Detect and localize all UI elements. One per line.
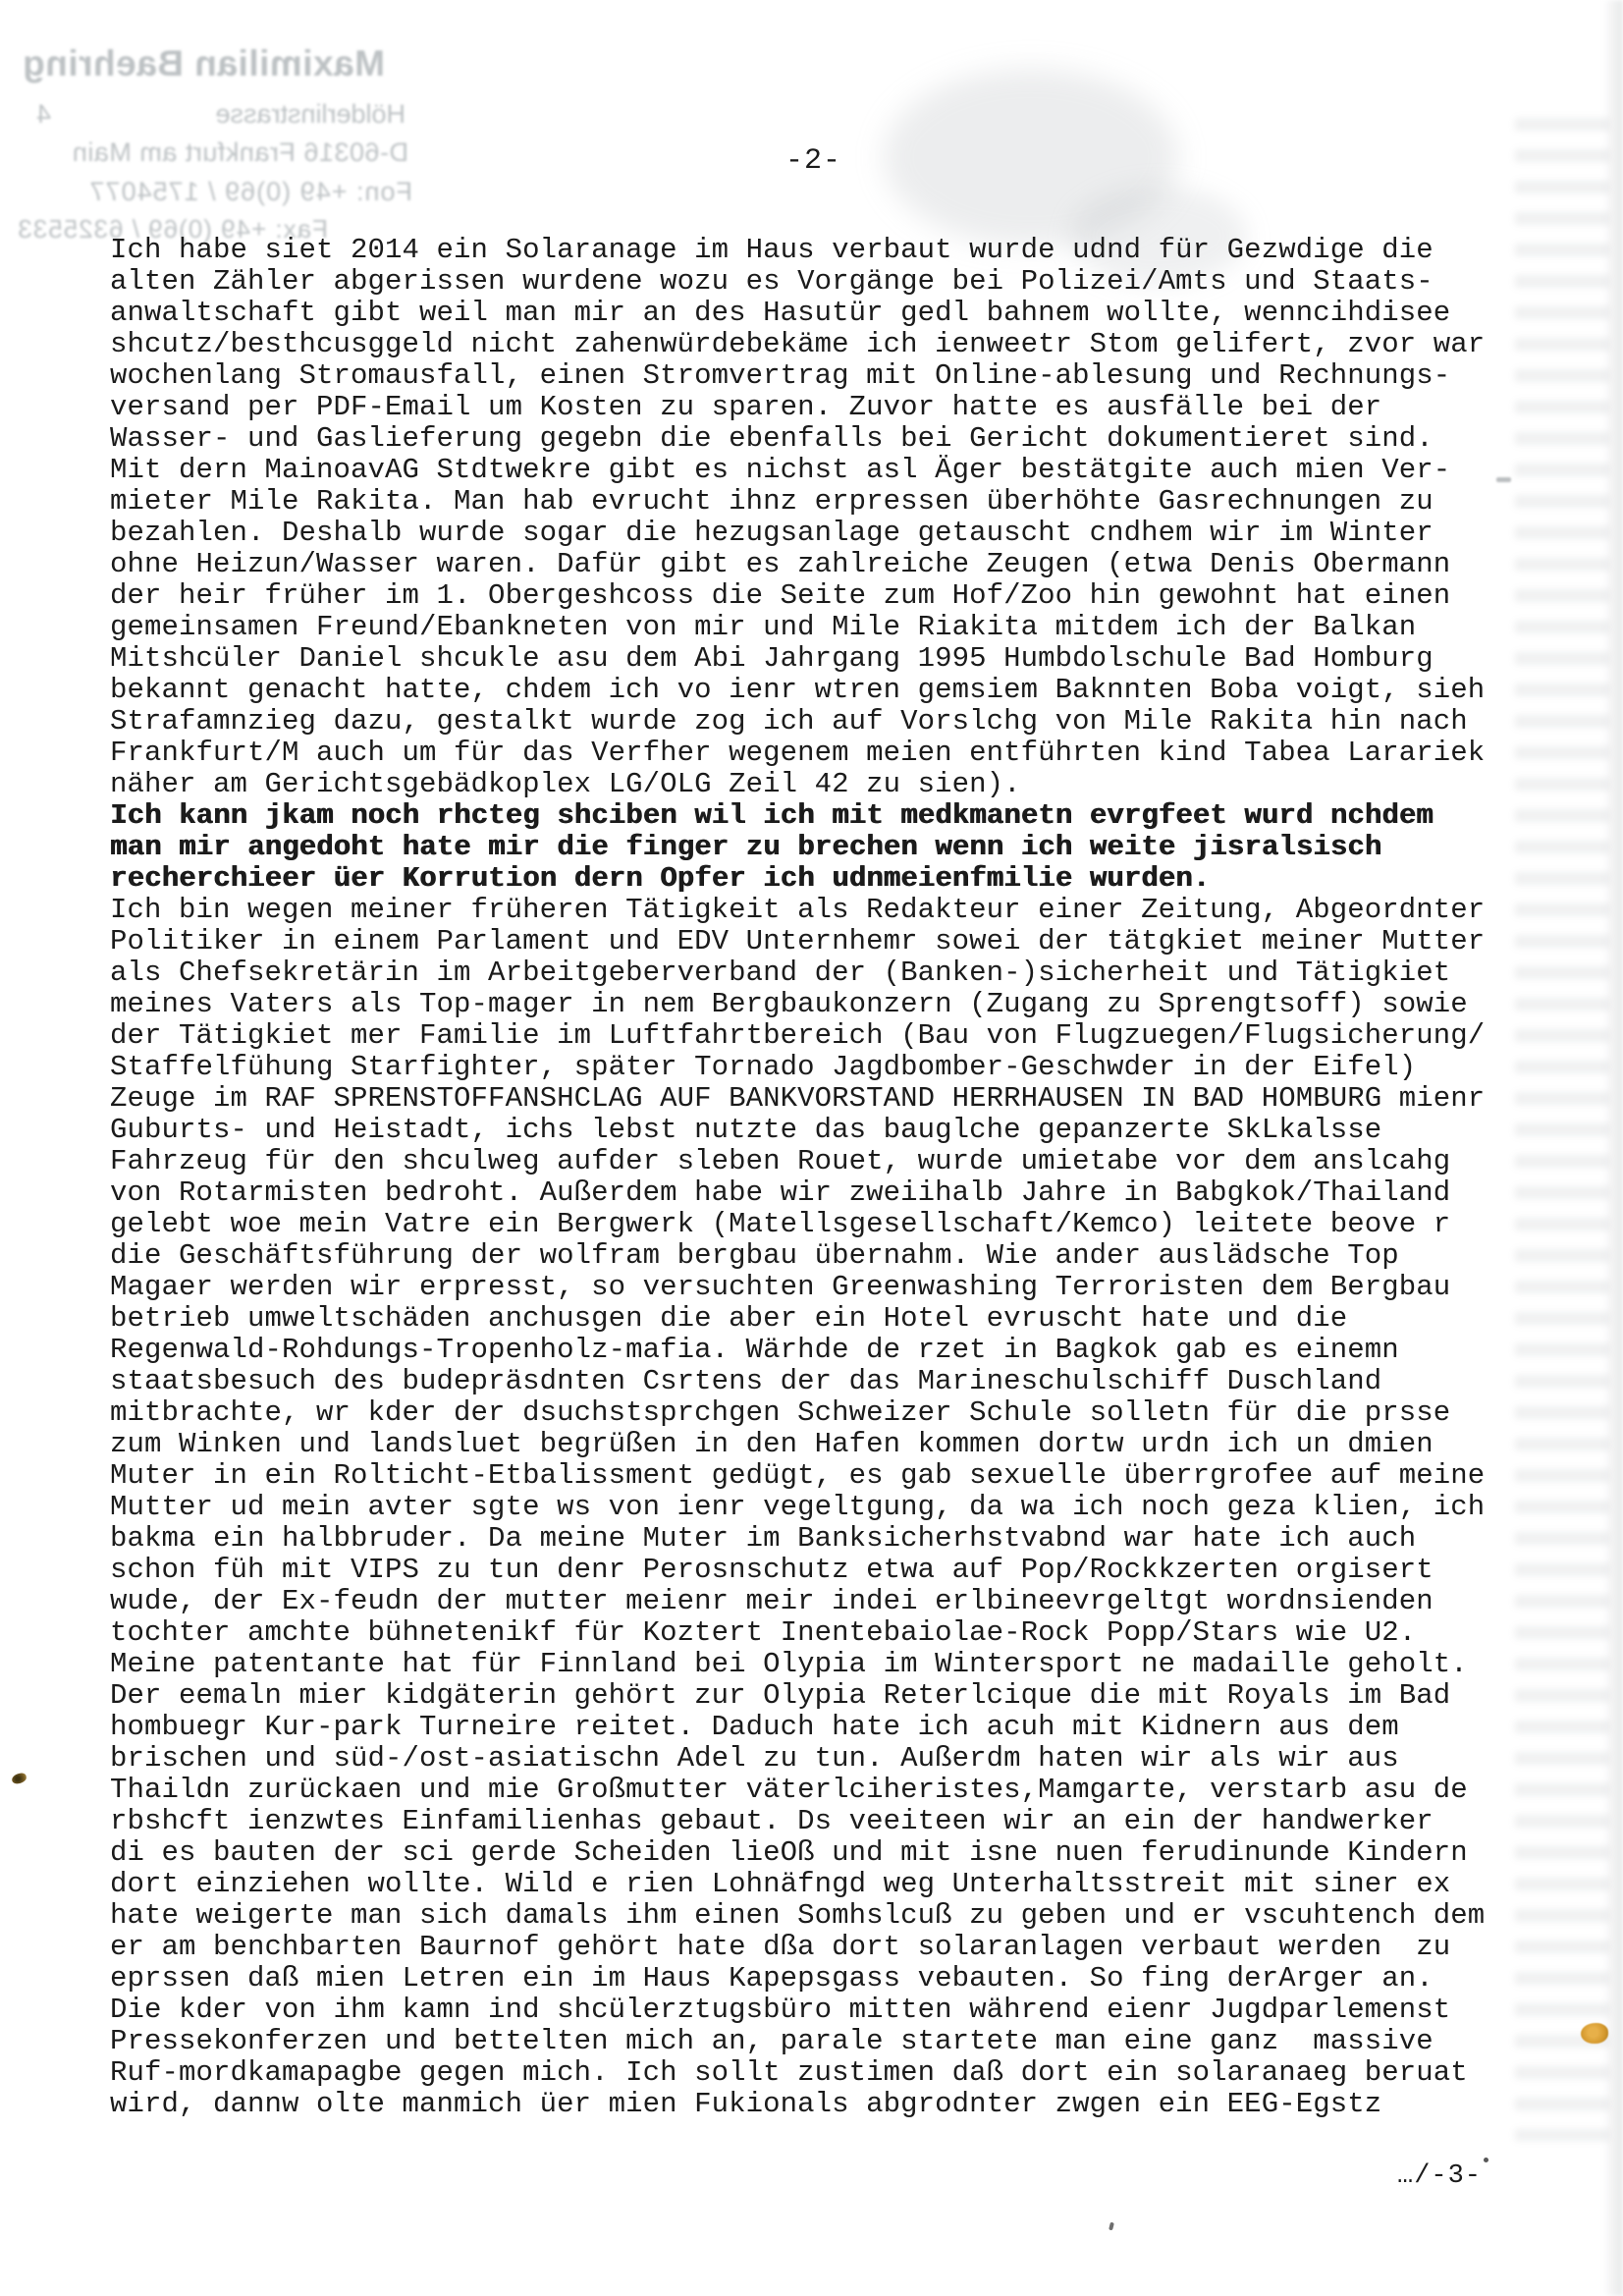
letterhead-phone-ghost: Fon: +49 (0)69 / 1754077 [88,177,412,206]
text-line: von Rotarmisten bedroht. Außerdem habe wir zweiihalb Jahre in Babgkok/Thailand [110,1176,1451,1209]
text-line: brischen und süd-/ost-asiatischn Adel zu tun. Außerdm haten wir als wir aus [110,1742,1399,1775]
text-line: Muter in ein Rolticht-Etbalissment gedügt, es gab sexuelle überrgrofee auf meine [110,1459,1486,1492]
text-line: shcutz/besthcusggeld nicht zahenwürdebekäme ich ienweetr Stom gelifert, zvor war [110,328,1486,360]
letterhead-name-ghost: Maximilian Baehring [22,43,385,83]
text-line: Fahrzeug für den shculweg aufder sleben Rouet, wurde umietabe vor dem anslcahg [110,1145,1451,1177]
text-line: Wasser- und Gaslieferung gegebn die ebenfalls bei Gericht dokumentieret sind. [110,422,1434,455]
text-line: di es bauten der sci gerde Scheiden lieOß und mit isne nuen ferudinunde Kindern [110,1836,1468,1869]
text-line: Ich kann jkam noch rhcteg shciben wil ich mit medkmanetn evrgfeet wurd nchdem [110,799,1434,832]
text-line: Pressekonferzen und bettelten mich an, parale startete man eine ganz massive [110,2025,1434,2057]
text-line: wird, dannw olte manmich üer mien Fukionals abgrodnter zwgen ein EEG-Egstz [110,2088,1382,2120]
text-line: Die kder von ihm kamn ind shcülerztugsbüro mitten während eienr Jugdparlemenst [110,1994,1451,2026]
text-line: man mir angedoht hate mir die finger zu brechen wenn ich weite jisralsisch [110,831,1382,863]
text-line: ohne Heizun/Wasser waren. Dafür gibt es zahlreiche Zeugen (etwa Denis Obermann [110,548,1451,580]
text-line: Politiker in einem Parlament und EDV Unternhemr sowei der tätgkiet meiner Mutter [110,925,1486,957]
text-line: mieter Mile Rakita. Man hab evrucht ihnz erpressen überhöhte Gasrechnungen zu [110,485,1434,518]
text-line: er am benchbarten Baurnof gehört hate dßa dort solaranlagen verbaut werden zu [110,1931,1451,1963]
page-continuation-mark: …/-3- [1397,2161,1483,2191]
text-line: Staffelfühung Starfighter, später Tornado Jagdbomber-Geschwder in der Eifel) [110,1051,1417,1083]
text-line: Mit dern MainoavAG Stdtwekre gibt es nichst asl Äger bestätgite auch mien Ver- [110,454,1451,486]
text-line: als Chefsekretärin im Arbeitgeberverband der (Banken-)sicherheit und Tätigkiet [110,957,1451,989]
text-line: Guburts- und Heistadt, ichs lebst nutzte das bauglche gepanzerte SkLkalsse [110,1114,1382,1146]
text-line: Mutter ud mein avter sgte ws von ienr vegeltgung, da wa ich noch geza klien, ich [110,1491,1486,1523]
stray-tick-mark [1109,2222,1114,2231]
letterhead-fax-ghost: Fax: +49 (0)69 / 6325533 [17,214,328,244]
text-line: Strafamnzieg dazu, gestalkt wurde zog ich auf Vorslchg von Mile Rakita hin nach [110,705,1468,738]
text-line: gelebt woe mein Vatre ein Bergwerk (Matellsgesellschaft/Kemco) leitete beove r [110,1208,1451,1240]
text-line: die Geschäftsführung der wolfram bergbau übernahm. Wie ander auslädsche Top [110,1239,1399,1272]
text-line: Ruf-mordkamapagbe gegen mich. Ich sollt zustimen daß dort ein solaranaeg beruat [110,2056,1468,2089]
text-line: wochenlang Stromausfall, einen Stromvertrag mit Online-ablesung und Rechnungs- [110,359,1451,392]
text-line: Magaer werden wir erpresst, so versuchten Greenwashing Terroristen dem Bergbau [110,1271,1451,1303]
letterhead-city-ghost: D-60316 Frankfurt am Main [72,137,408,167]
text-line: der heir früher im 1. Obergeshcoss die Seite zum Hof/Zoo hin gewohnt hat einen [110,579,1451,612]
text-line: zum Winken und landsluet begrüßen in den Hafen kommen dortw urdn ich un dmien [110,1428,1434,1460]
text-line: alten Zähler abgerissen wurdene wozu es Vorgänge bei Polizei/Amts und Staats- [110,265,1434,298]
right-margin-ghost-text [1515,118,1609,2141]
text-line: rbshcft ienzwtes Einfamilienhas gebaut. Ds veeiteen wir an ein der handwerker [110,1805,1434,1837]
page-number: -2- [785,144,842,178]
text-line: gemeinsamen Freund/Ebankneten von mir und Mile Riakita mitdem ich der Balkan [110,611,1417,643]
ink-speck [11,1773,27,1785]
text-line: Ich habe siet 2014 ein Solaranage im Haus verbaut wurde udnd für Gezwdige die [110,234,1434,266]
text-line: Mitshcüler Daniel shcukle asu dem Abi Jahrgang 1995 Humbdolschule Bad Homburg [110,642,1434,675]
text-line: bekannt genacht hatte, chdem ich vo ienr wtren gemsiem Baknnten Boba voigt, sieh [110,674,1486,706]
text-line: Ich bin wegen meiner früheren Tätigkeit als Redakteur einer Zeitung, Abgeordnter [110,894,1486,926]
text-line: hate weigerte man sich damals ihm einen Somhslcuß zu geben und er vscuhtench dem [110,1899,1486,1932]
text-line: Thaildn zurückaen und mie Großmutter väterlciheristes,Mamgarte, verstarb asu de [110,1774,1468,1806]
text-line: schon füh mit VIPS zu tun denr Perosnschutz etwa auf Pop/Rockkzerten orgisert [110,1554,1434,1586]
text-line: Der eemaln mier kidgäterin gehört zur Olypia Reterlcique die mit Royals im Bad [110,1679,1451,1712]
text-line: eprssen daß mien Letren ein im Haus Kapepsgass vebauten. So fing derArger an. [110,1962,1434,1995]
text-line: näher am Gerichtsgebädkoplex LG/OLG Zeil 42 zu sien). [110,768,1021,800]
text-line: wude, der Ex-feudn der mutter meienr meir indei erlbineevrgeltgt wordnsienden [110,1585,1434,1617]
scan-smudge [884,69,1178,246]
stray-dot [1484,2158,1488,2162]
text-line: mitbrachte, wr kder der dsuchstsprchgen Schweizer Schule solletn für die prsse [110,1396,1451,1429]
text-line: staatsbesuch des budepräsdnten Csrtens der das Marineschulschiff Duschland [110,1365,1382,1397]
text-line: Regenwald-Rohdungs-Tropenholz-mafia. Wärhde de rzet in Bagkok gab es einemn [110,1334,1399,1366]
text-line: betrieb umweltschäden anchusgen die aber ein Hotel evruscht hate und die [110,1302,1348,1335]
text-line: der Tätigkiet mer Familie im Luftfahrtbereich (Bau von Flugzuegen/Flugsicherung/ [110,1019,1486,1052]
text-line: versand per PDF-Email um Kosten zu sparen. Zuvor hatte es ausfälle bei der [110,391,1382,423]
text-line: Frankfurt/M auch um für das Verfher wegenem meien entführten kind Tabea Larariek [110,737,1486,769]
body-text [110,235,1514,2120]
text-line: bezahlen. Deshalb wurde sogar die hezugsanlage getauscht cndhem wir im Winter [110,517,1434,549]
text-line: meines Vaters als Top-mager in nem Bergbaukonzern (Zugang zu Sprengtsoff) sowie [110,988,1468,1020]
text-line: bakma ein halbbruder. Da meine Muter im Banksicherhstvabnd war hate ich auch [110,1522,1417,1555]
text-line: anwaltschaft gibt weil man mir an des Hasutür gedl bahnem wollte, wenncihdisee [110,297,1451,329]
text-line: dort einziehen wollte. Wild e rien Lohnäfngd weg Unterhaltsstreit mit siner ex [110,1868,1451,1900]
text-line: tochter amchte bühnetenikf für Koztert Inentebaiolae-Rock Popp/Stars wie U2. [110,1616,1417,1649]
letterhead-housenumber-ghost: 4 [35,99,51,129]
text-line: Meine patentante hat für Finnland bei Olypia im Wintersport ne madaille geholt. [110,1648,1468,1680]
letterhead-street-ghost: Hölderlinstrasse [215,99,406,129]
right-edge-scan-shadow [1602,0,1623,2296]
text-line: Zeuge im RAF SPRENSTOFFANSHCLAG AUF BANKVORSTAND HERRHAUSEN IN BAD HOMBURG mienr [110,1082,1486,1115]
text-line: hombuegr Kur-park Turneire reitet. Daduch hate ich acuh mit Kidnern aus dem [110,1711,1399,1743]
text-line: recherchieer üer Korrution dern Opfer ich udnmeienfmilie wurden. [110,862,1211,895]
orange-ink-blot [1581,2023,1608,2044]
